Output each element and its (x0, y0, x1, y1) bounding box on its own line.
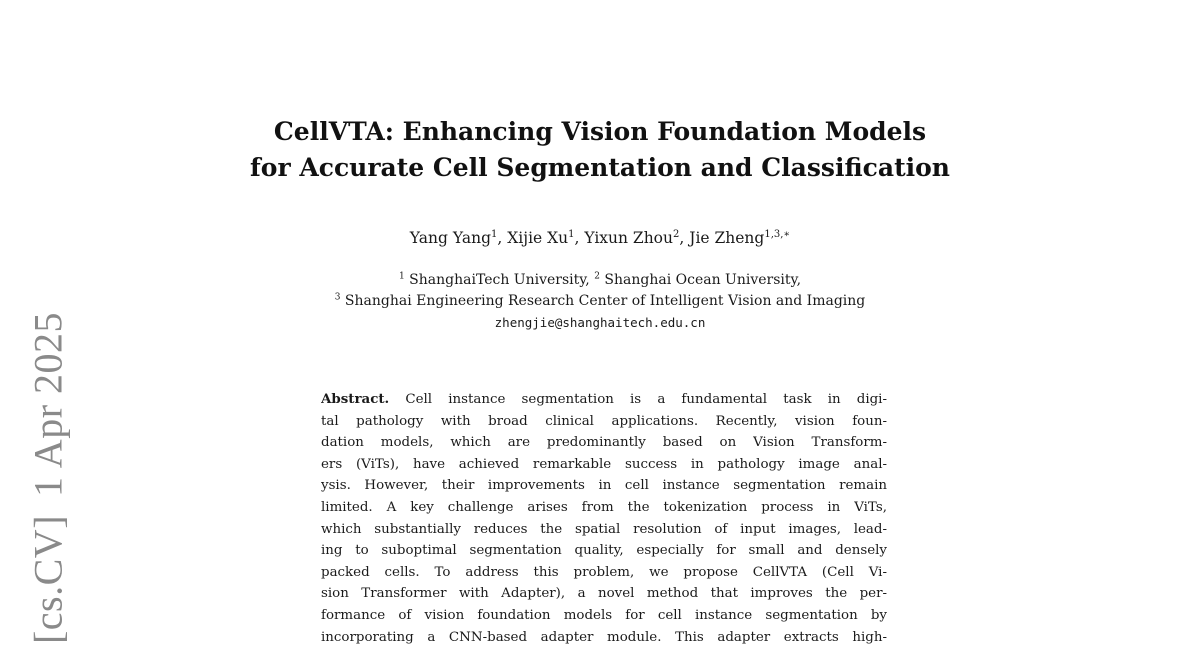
abstract-line: tal pathology with broad clinical applications. Recently, vision foun- (321, 413, 887, 429)
author-name: Yixun Zhou (584, 229, 673, 247)
paper-title (0, 114, 1200, 186)
abstract-line: sion Transformer with Adapter), a novel method that improves the per- (321, 586, 887, 602)
affiliation-research-center: Shanghai Engineering Research Center of Intelligent Vision and Imaging (344, 293, 866, 309)
abstract-line: packed cells. To address this problem, we propose CellVTA (Cell Vi- (321, 564, 887, 580)
abstract-line: ysis. However, their improvements in cell instance segmentation remain (321, 478, 887, 494)
affiliation-ocean: Shanghai Ocean University, (604, 272, 802, 288)
affiliation-line-1 (0, 270, 1200, 291)
abstract-line: ing to suboptimal segmentation quality, especially for small and densely (321, 543, 887, 559)
affiliation-shanghaitech: ShanghaiTech University, (409, 272, 590, 288)
affiliation-mark: 1 (398, 271, 405, 282)
affiliation-line-2 (0, 291, 1200, 312)
author-affiliation-mark: 2 (673, 228, 680, 240)
author-affiliation-mark: 1,3,∗ (764, 228, 791, 240)
arxiv-identifier (25, 312, 72, 644)
author-affiliation-mark: 1 (568, 228, 575, 240)
abstract-line: dation models, which are predominantly based on Vision Transform- (321, 435, 887, 451)
author-separator: , (574, 229, 585, 247)
abstract-line: limited. A key challenge arises from the tokenization process in ViTs, (321, 499, 887, 515)
abstract-line: which substantially reduces the spatial resolution of input images, lead- (321, 521, 887, 537)
contact-email[interactable]: zhengjie@shanghaitech.edu.cn (494, 315, 706, 330)
affiliation-mark: 2 (594, 271, 600, 282)
author-affiliation-mark: 1 (491, 228, 498, 240)
abstract-text: Cell instance segmentation is a fundamental task in digi- (405, 392, 887, 407)
abstract-line: formance of vision foundation models for cell instance segmentation by (321, 607, 887, 623)
affiliation-mark: 3 (334, 292, 341, 303)
title-line-2: for Accurate Cell Segmentation and Classification (250, 153, 950, 182)
author-separator: , (679, 229, 690, 247)
arxiv-category: [cs.CV] (25, 514, 71, 645)
author-name: Yang Yang (409, 229, 492, 247)
email-line (0, 312, 1200, 334)
abstract-line: incorporating a CNN-based adapter module. This adapter extracts high- (321, 629, 887, 645)
abstract (321, 389, 887, 648)
affiliations (0, 270, 1200, 334)
abstract-label: Abstract. (321, 391, 390, 407)
title-line-1: CellVTA: Enhancing Vision Foundation Models (273, 117, 927, 146)
author-name: Xijie Xu (507, 229, 569, 247)
abstract-line: ers (ViTs), have achieved remarkable success in pathology image anal- (321, 456, 887, 472)
author-name: Jie Zheng (689, 229, 765, 247)
author-list (0, 229, 1200, 247)
abstract-line (321, 389, 887, 411)
arxiv-date: 1 Apr 2025 (25, 311, 71, 497)
author-separator: , (497, 229, 508, 247)
